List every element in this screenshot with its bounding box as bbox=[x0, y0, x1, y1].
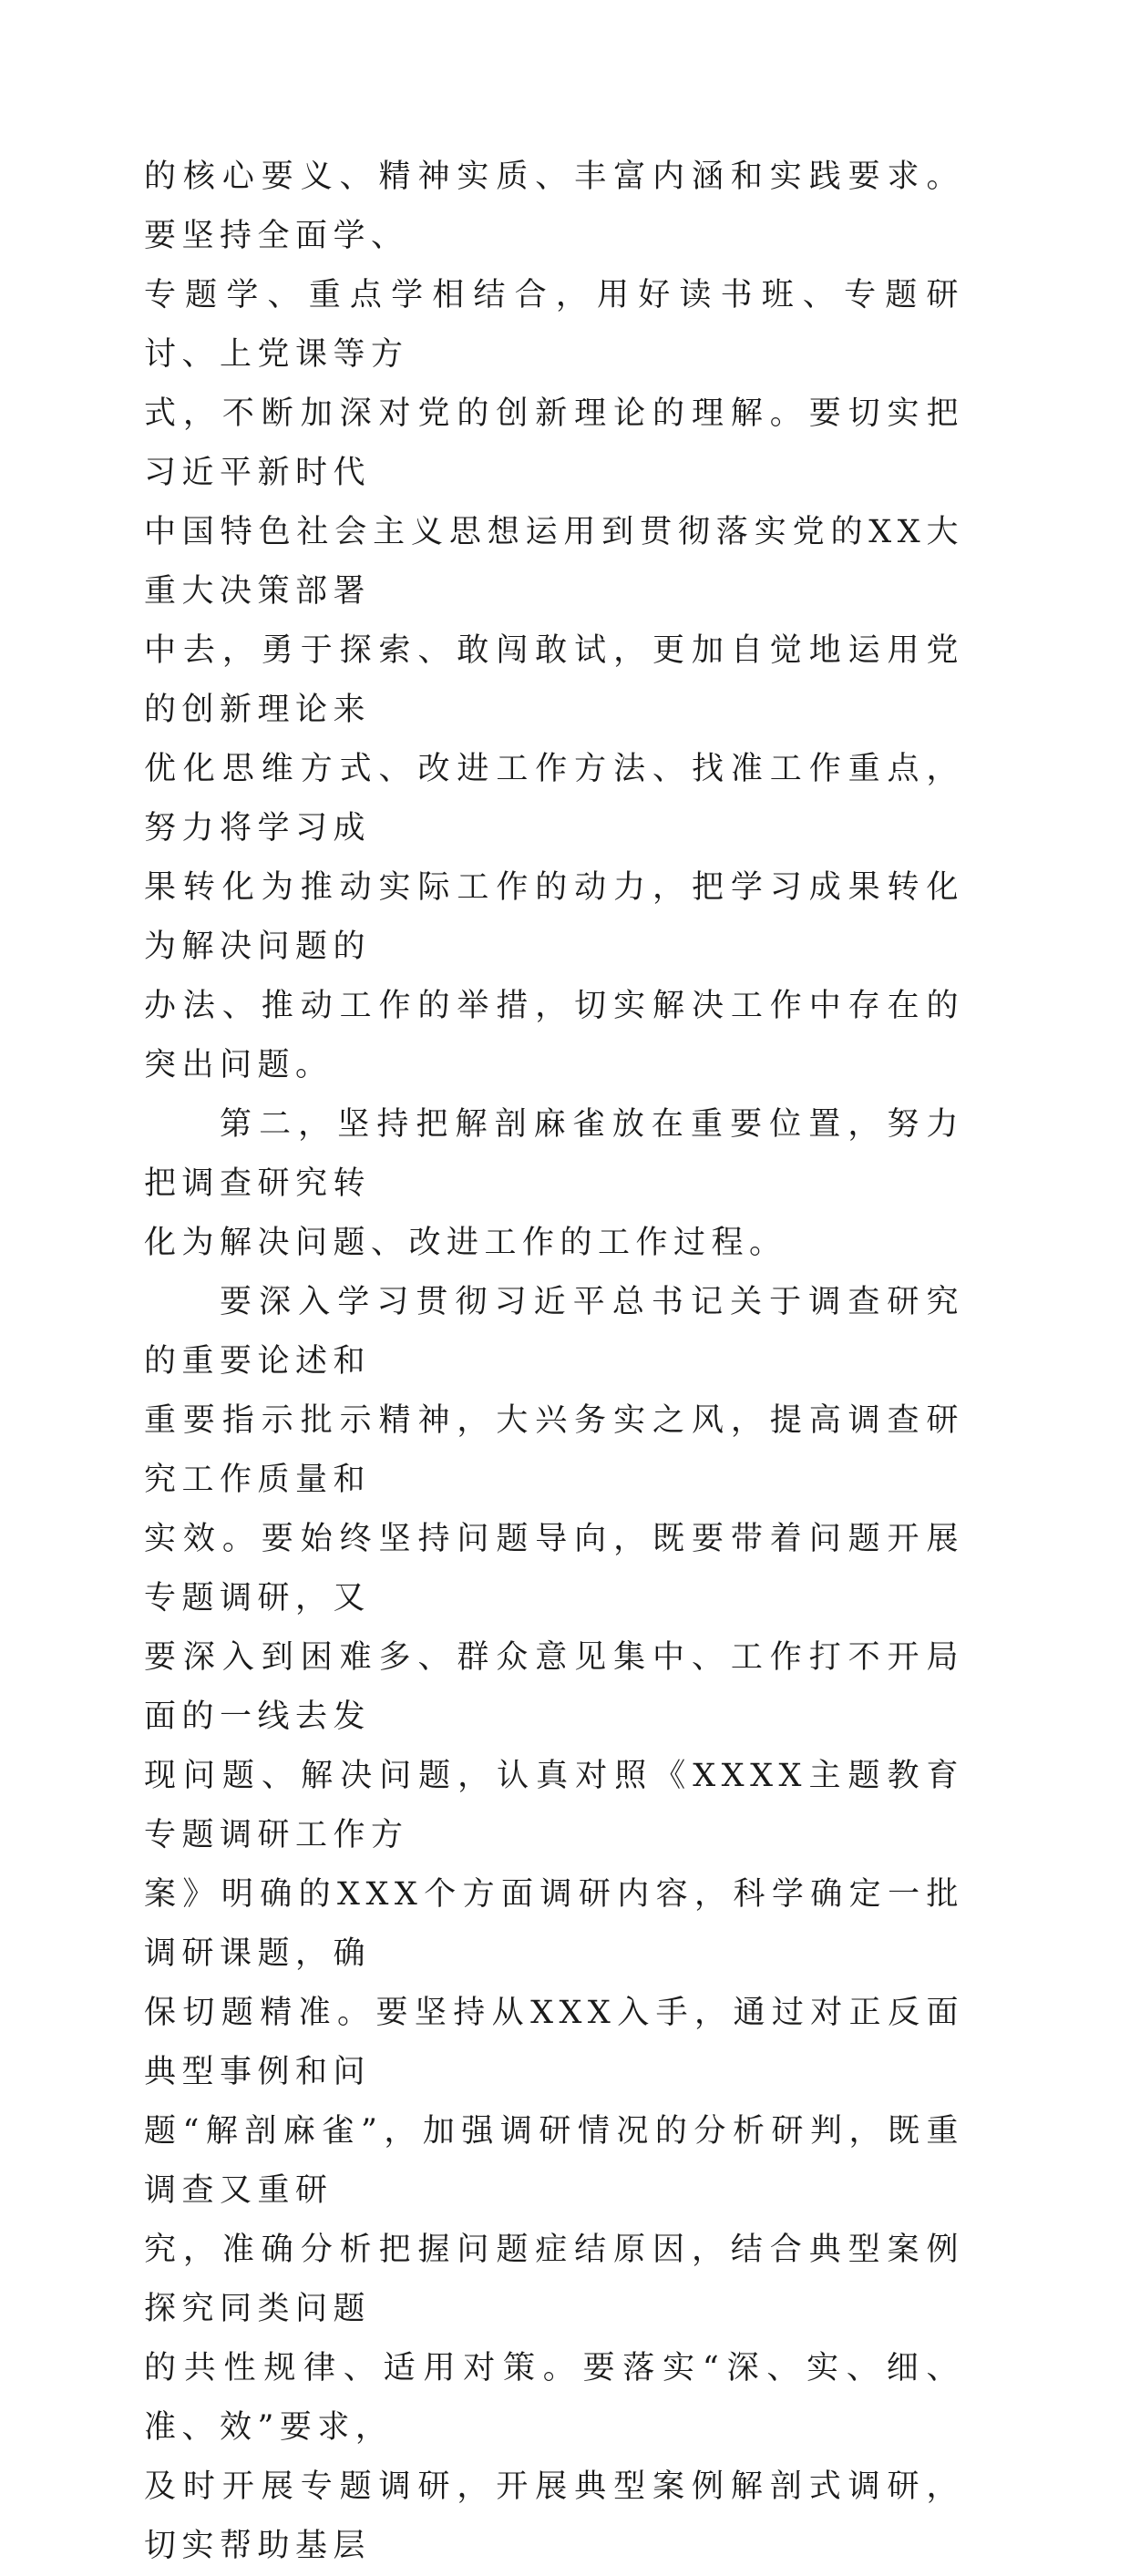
line: 实效。要始终坚持问题导向，既要带着问题开展专题调研，又 bbox=[144, 1521, 964, 1616]
line: 的核心要义、精神实质、丰富内涵和实践要求。要坚持全面学、 bbox=[144, 159, 964, 254]
line: 中国特色社会主义思想运用到贯彻落实党的XX大重大决策部署 bbox=[144, 514, 964, 610]
line: 式，不断加深对党的创新理论的理解。要切实把习近平新时代 bbox=[144, 395, 964, 491]
line: 中去，勇于探索、敢闯敢试，更加自觉地运用党的创新理论来 bbox=[144, 632, 964, 728]
line: 究，准确分析把握问题症结原因，结合典型案例探究同类问题 bbox=[144, 2232, 964, 2327]
paragraph-2-heading bbox=[144, 1095, 964, 1273]
document-body bbox=[144, 148, 964, 2576]
line: 现问题、解决问题，认真对照《XXXX主题教育专题调研工作方 bbox=[144, 1758, 964, 1853]
line: 保切题精准。要坚持从XXX入手，通过对正反面典型事例和问 bbox=[144, 1995, 964, 2090]
line: 案》明确的XXX个方面调研内容，科学确定一批调研课题，确 bbox=[144, 1876, 964, 1972]
line: 的共性规律、适用对策。要落实“深、实、细、准、效”要求， bbox=[144, 2350, 964, 2446]
line: 要深入学习贯彻习近平总书记关于调查研究的重要论述和 bbox=[144, 1284, 964, 1380]
paragraph-3 bbox=[144, 1273, 964, 2576]
paragraph-1 bbox=[144, 148, 964, 1095]
line: 题“解剖麻雀”，加强调研情况的分析研判，既重调查又重研 bbox=[144, 2113, 964, 2209]
line: 办法、推动工作的举措，切实解决工作中存在的突出问题。 bbox=[144, 988, 964, 1083]
line: 优化思维方式、改进工作方法、找准工作重点，努力将学习成 bbox=[144, 751, 964, 847]
line: 专题学、重点学相结合，用好读书班、专题研讨、上党课等方 bbox=[144, 277, 964, 373]
line: 化为解决问题、改进工作的工作过程。 bbox=[144, 1225, 787, 1261]
line: 第二，坚持把解剖麻雀放在重要位置，努力把调查研究转 bbox=[144, 1106, 964, 1202]
line: 重要指示批示精神，大兴务实之风，提高调查研究工作质量和 bbox=[144, 1402, 964, 1498]
line: 及时开展专题调研，开展典型案例解剖式调研，切实帮助基层 bbox=[144, 2468, 964, 2564]
line: 果转化为推动实际工作的动力，把学习成果转化为解决问题的 bbox=[144, 869, 964, 965]
line: 要深入到困难多、群众意见集中、工作打不开局面的一线去发 bbox=[144, 1639, 964, 1735]
